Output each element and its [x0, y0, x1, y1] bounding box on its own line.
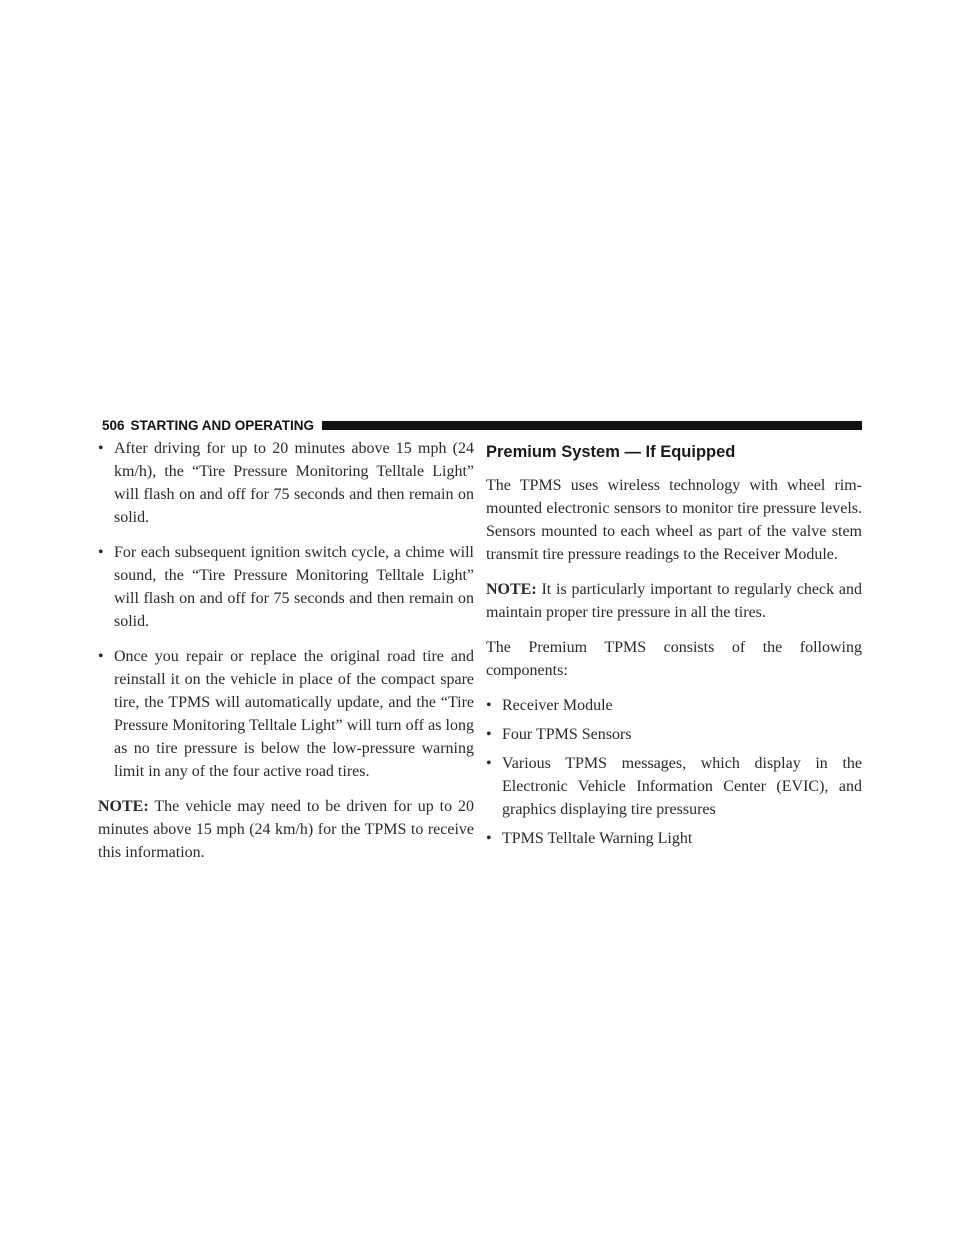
left-column [98, 437, 474, 876]
section-heading: Premium System — If Equipped [486, 443, 736, 461]
note-label: NOTE: [486, 581, 537, 598]
list-item: • Four TPMS Sensors [486, 723, 862, 746]
list-item: • Once you repair or replace the original road tire and reinstall it on the vehicle in place of the compact spare tire, the TPMS will automatically update, and the “Tire Pressure Monitoring Telltale Light” will turn off as long as no tire pressure is below the low-pressure warning limit in any of the four active road tires. [98, 645, 474, 783]
list-item: • Various TPMS messages, which display in the Electronic Vehicle Information Center (EVIC), and graphics displaying tire pressures [486, 752, 862, 821]
list-item: • For each subsequent ignition switch cycle, a chime will sound, the “Tire Pressure Monitoring Telltale Light” will flash on and off for 75 seconds and then remain on solid. [98, 541, 474, 633]
page-number: 506 [102, 417, 125, 433]
note-paragraph [486, 578, 862, 624]
page-header [102, 417, 862, 433]
note-paragraph [98, 795, 474, 864]
note-label: NOTE: [98, 798, 149, 815]
note-text: The vehicle may need to be driven for up to 20 minutes above 15 mph (24 km/h) for the TPMS to receive this information. [98, 798, 475, 861]
header-rule [322, 421, 862, 430]
note-text: It is particularly important to regularly check and maintain proper tire pressure in all the tires. [486, 581, 863, 621]
right-column [486, 437, 862, 856]
list-item: • TPMS Telltale Warning Light [486, 827, 862, 850]
intro-paragraph: The TPMS uses wireless technology with wheel rim-mounted electronic sensors to monitor tire pressure levels. Sensors mounted to each wheel as part of the valve stem transmit tire pressure readings to the Receiver Module. [486, 477, 862, 563]
list-item: • After driving for up to 20 minutes above 15 mph (24 km/h), the “Tire Pressure Monitoring Telltale Light” will flash on and off for 75 seconds and then remain on solid. [98, 437, 474, 529]
section-title-header: STARTING AND OPERATING [130, 417, 315, 433]
components-intro: The Premium TPMS consists of the following components: [486, 639, 862, 679]
list-item: • Receiver Module [486, 694, 862, 717]
